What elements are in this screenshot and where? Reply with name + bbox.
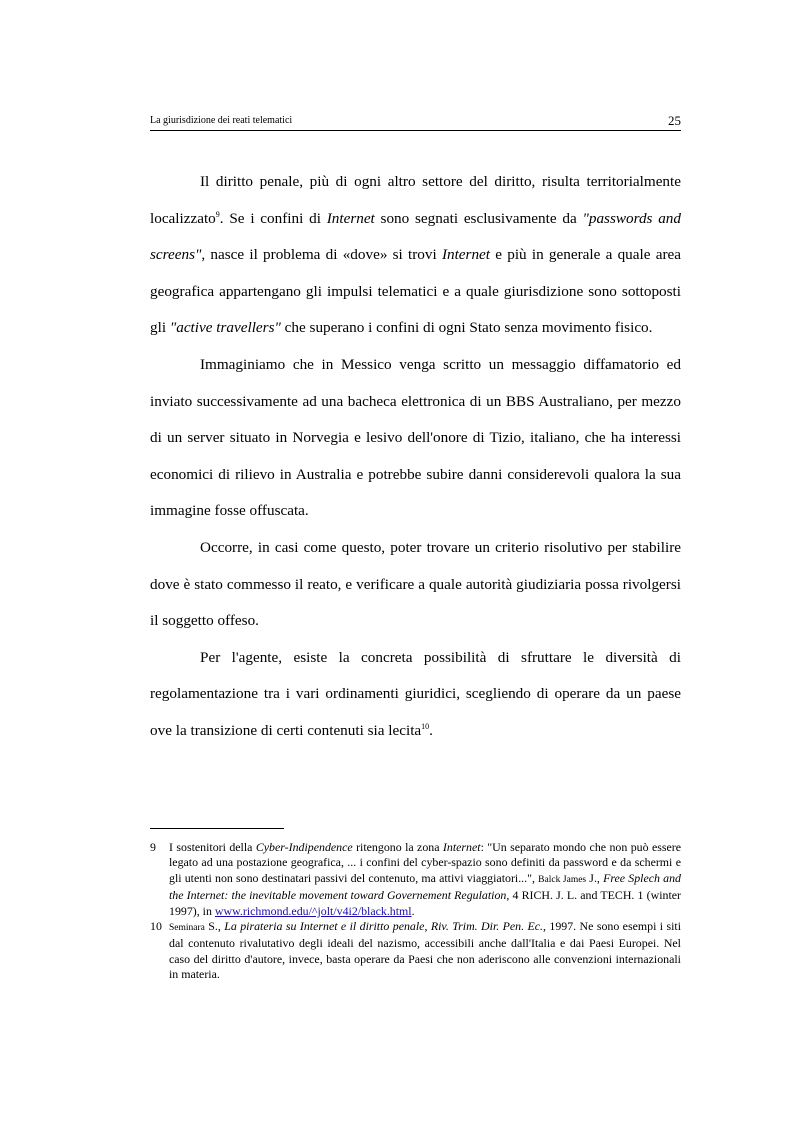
text-run: S.,: [204, 919, 225, 934]
text-run: .: [429, 721, 433, 739]
italic-term: "passwords and screens": [150, 209, 681, 264]
author-name: Seminara: [169, 923, 205, 934]
text-run: .: [411, 903, 415, 918]
footnote-9: [150, 840, 681, 919]
text-run: , 4 RICH. J. L. and TECH. 1 (winter 1997), in: [169, 888, 681, 918]
paragraph-3: Occorre, in casi come questo, poter trovare un criterio risolutivo per stabilire dove è stato commesso il reato, e verificare a quale autorità giudiziaria possa rivolgersi il soggetto offeso.: [150, 538, 681, 630]
footnote-text: [169, 919, 681, 983]
paragraph-1: [150, 164, 681, 347]
text-run: sono segnati esclusivamente da: [374, 209, 583, 227]
footnote-10: [150, 919, 681, 983]
text-run: che superano i confini di ogni Stato senza movimento fisico.: [280, 319, 653, 337]
footnote-number: 9: [150, 840, 156, 854]
cited-title: Free Splech and the Internet: the inevitable movement toward Governement Regulation: [169, 870, 681, 903]
paragraph-2: Immaginiamo che in Messico venga scritto un messaggio diffamatorio ed inviato successivamente ad una bacheca elettronica di un BBS Australiano, per mezzo di un server situato in Norvegia e lesivo dell'onore di Tizio, italiano, che ha interessi economici di rilievo in Australia e potrebbe subire danni considerevoli qualora la sua immagine fosse offuscata.: [150, 355, 681, 520]
footnote-ref-10[interactable]: 10: [421, 721, 430, 731]
italic-term: Internet: [441, 246, 491, 264]
footnotes: [150, 840, 681, 983]
page-number: 25: [668, 113, 681, 128]
body-text: [150, 164, 681, 750]
footnote-number: 10: [150, 919, 162, 934]
text-run: . Se i confini di: [219, 209, 327, 227]
citation-link[interactable]: www.richmond.edu/^jolt/v4i2/black.html: [214, 903, 412, 918]
italic-term: "active travellers": [169, 319, 281, 337]
text-run: J.,: [586, 870, 604, 885]
text-run: Per l'agente, esiste la concreta possibilità di sfruttare le diversità di regolamentazione tra i vari ordinamenti giuridici, scegliendo di operare da un paese ove la transizione di certi contenuti sia lecita: [150, 648, 681, 739]
text-run: ,: [424, 919, 431, 934]
italic-term: Internet: [326, 209, 375, 227]
italic-term: Cyber-Indipendence: [255, 840, 353, 854]
text-run: : "Un separato mondo che non può essere legato ad una postazione geografica, ... i confini del cyber-spazio sono definiti da password e da schermi e gli utenti non sono destinatari passivi del contenuto, ma attivi viaggiatori...",: [169, 840, 681, 885]
footnote-text: [169, 840, 681, 919]
paragraph-4: [150, 640, 681, 750]
footnote-ref-9[interactable]: 9: [215, 209, 220, 219]
cited-title: La pirateria su Internet e il diritto penale: [224, 919, 425, 934]
text-run: , nasce il problema di «dove» si trovi: [201, 246, 442, 264]
journal-title: Riv. Trim. Dir. Pen. Ec.: [430, 919, 544, 934]
italic-term: Internet: [442, 840, 481, 854]
text-run: e più in generale a quale area geografica appartengano gli impulsi telematici e a quale giurisdizione sono sottoposti gli: [150, 246, 681, 337]
footnote-separator: [150, 828, 284, 829]
page-header: [150, 113, 681, 131]
text-run: Il diritto penale, più di ogni altro settore del diritto, risulta territorialmente localizzato: [150, 173, 681, 227]
text-run: ritengono la zona: [352, 840, 443, 854]
running-title: La giurisdizione dei reati telematici: [150, 115, 293, 126]
text-run: I sostenitori della: [169, 840, 256, 854]
text-run: , 1997. Ne sono esempi i siti dal contenuto rivalutativo degli ideali del nazismo, accessibili anche dall'Italia e dai Paesi Europei. Nel caso del diritto d'autore, invece, basta operare da Paesi che non aderiscono alle convenzioni internazionali in materia.: [169, 919, 682, 982]
author-name: Balck James: [538, 874, 587, 885]
